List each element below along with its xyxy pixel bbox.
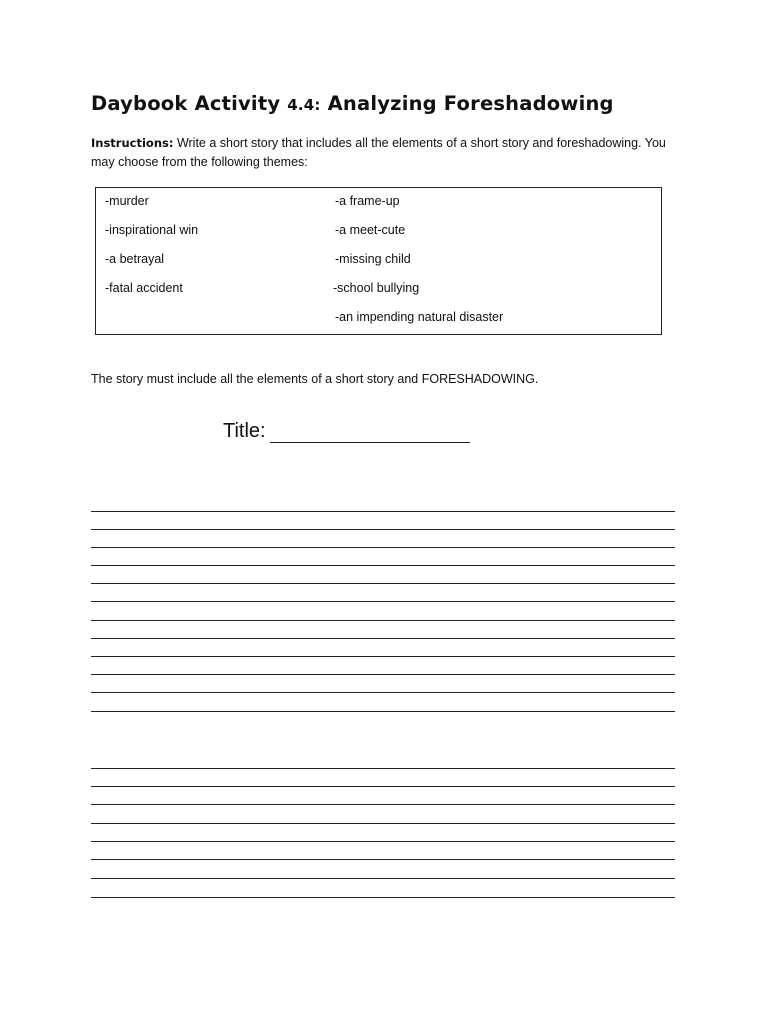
- writing-line[interactable]: [91, 656, 675, 657]
- requirement-text: The story must include all the elements of a short story and FORESHADOWING.: [91, 372, 539, 386]
- writing-line[interactable]: [91, 897, 675, 898]
- writing-line[interactable]: [91, 768, 675, 769]
- writing-line[interactable]: [91, 878, 675, 879]
- title-blank-line[interactable]: [270, 420, 470, 443]
- theme-right-1: -a frame-up: [335, 194, 400, 208]
- activity-heading: [91, 92, 614, 115]
- writing-line[interactable]: [91, 529, 675, 530]
- instructions-label: Instructions:: [91, 136, 174, 150]
- theme-right-3: -missing child: [335, 252, 411, 266]
- title-label: Title:: [223, 420, 266, 442]
- theme-left-3: -a betrayal: [105, 252, 165, 266]
- writing-line[interactable]: [91, 547, 675, 548]
- instructions: [91, 134, 691, 172]
- theme-right-5: -an impending natural disaster: [335, 310, 504, 324]
- writing-line[interactable]: [91, 786, 675, 787]
- writing-line[interactable]: [91, 511, 675, 512]
- theme-right-4: -school bullying: [333, 281, 420, 295]
- writing-line[interactable]: [91, 804, 675, 805]
- theme-left-2: -inspirational win: [105, 223, 199, 237]
- writing-line[interactable]: [91, 692, 675, 693]
- theme-right-2: -a meet-cute: [335, 223, 406, 237]
- theme-box: [95, 187, 662, 335]
- heading-suffix: Analyzing Foreshadowing: [320, 92, 614, 115]
- instructions-text: Write a short story that includes all the elements of a short story and foreshadowing. You may choose from the following themes:: [91, 136, 666, 169]
- writing-line[interactable]: [91, 565, 675, 566]
- writing-line[interactable]: [91, 711, 675, 712]
- writing-line[interactable]: [91, 620, 675, 621]
- writing-line[interactable]: [91, 601, 675, 602]
- title-row: [223, 420, 470, 443]
- writing-line[interactable]: [91, 638, 675, 639]
- writing-line[interactable]: [91, 841, 675, 842]
- theme-left-4: -fatal accident: [105, 281, 183, 295]
- writing-line[interactable]: [91, 859, 675, 860]
- writing-line[interactable]: [91, 674, 675, 675]
- heading-prefix: Daybook Activity: [91, 92, 288, 115]
- writing-line[interactable]: [91, 583, 675, 584]
- writing-line[interactable]: [91, 823, 675, 824]
- theme-left-1: -murder: [105, 194, 149, 208]
- heading-number: 4.4:: [287, 96, 321, 114]
